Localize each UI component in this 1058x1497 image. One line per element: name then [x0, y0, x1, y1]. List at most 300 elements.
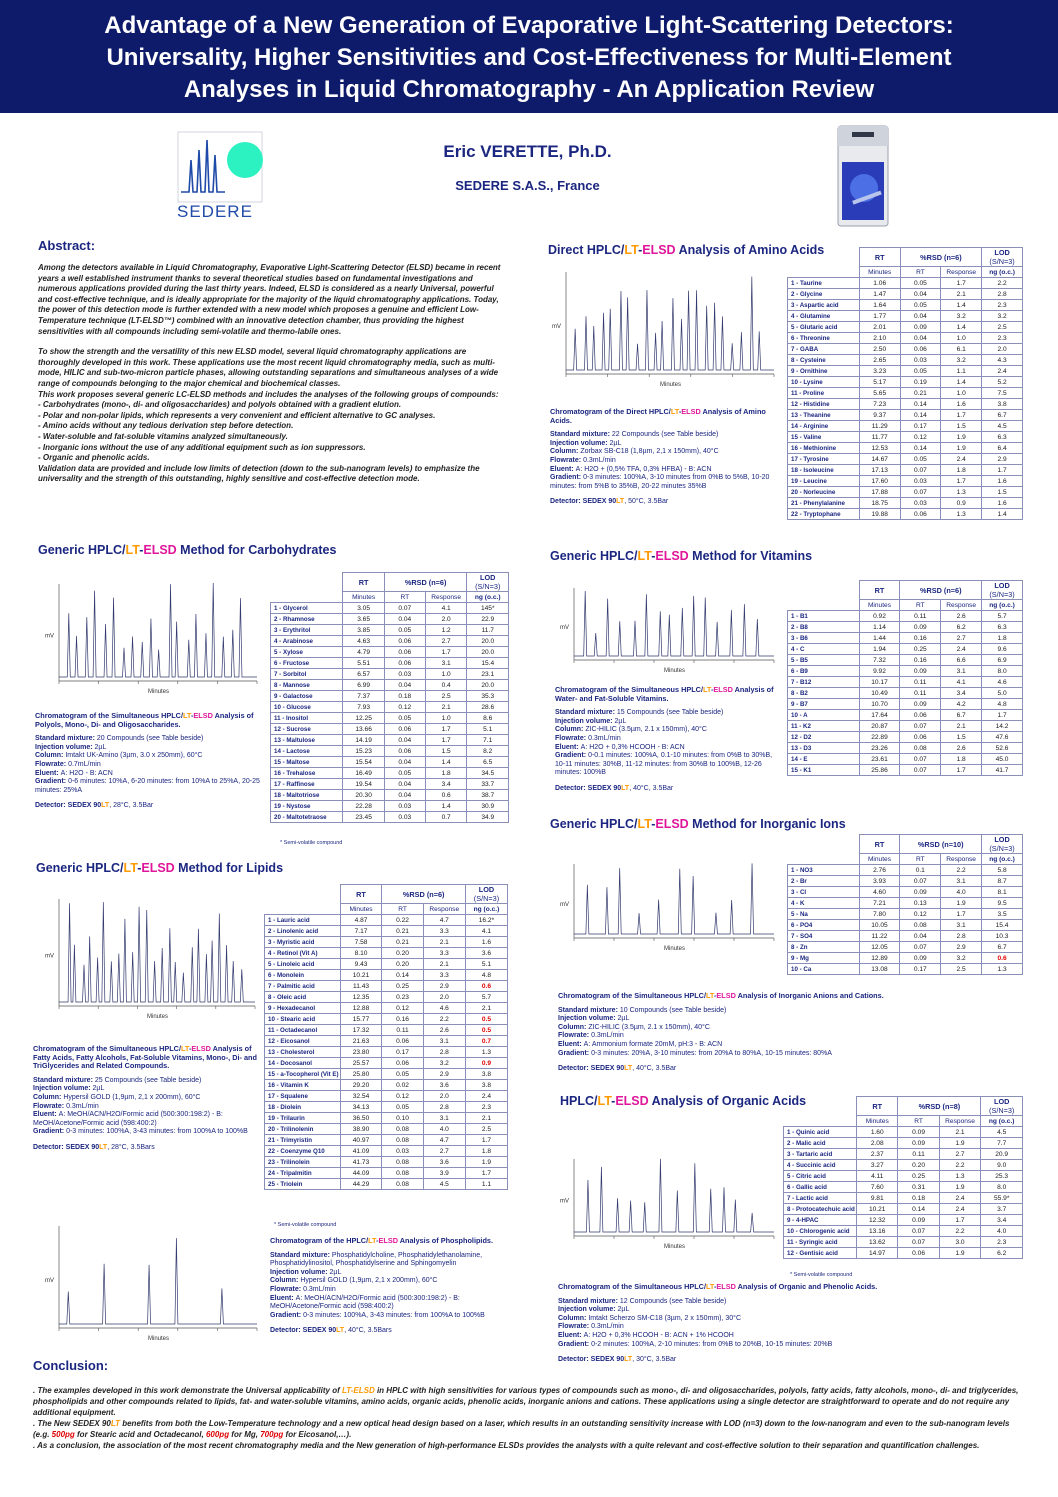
- ions-table: [787, 834, 1023, 975]
- c-p2-e: for Stearic acid and Octadecanol,: [74, 1430, 206, 1439]
- lod-value: 1.6: [982, 498, 1023, 509]
- th-lod: LOD (S/N=3): [982, 248, 1023, 267]
- lod-value: 5.8: [982, 865, 1023, 876]
- rsd-rt-value: 0.20: [382, 948, 423, 959]
- compound-name: 14 - Arginine: [788, 421, 860, 432]
- compound-name: 18 - Maltotriose: [271, 790, 343, 801]
- rt-value: 21.63: [340, 1036, 382, 1047]
- table-row: [788, 454, 1023, 465]
- table-row: [265, 1124, 508, 1135]
- table-row: [271, 746, 509, 757]
- rsd-rt-value: 0.21: [382, 937, 423, 948]
- lod-value: 2.2: [982, 278, 1023, 289]
- rsd-rt-value: 0.03: [384, 669, 425, 680]
- lod-value: 6.2: [981, 1248, 1023, 1259]
- lipids-chromatogram-trace: [59, 902, 255, 1002]
- rsd-response-value: 6.7: [941, 710, 982, 721]
- compound-name: 10 - Chlorogenic acid: [784, 1226, 857, 1237]
- compound-name: 10 - Ca: [788, 964, 860, 975]
- rsd-response-value: 1.7: [941, 909, 982, 920]
- compound-name: 19 - Leucine: [788, 476, 860, 487]
- rt-value: 38.90: [340, 1124, 382, 1135]
- caption-title: Chromatogram of the Simultaneous HPLC/LT-ELSD Analysis of Water- and Fat-Soluble Vitamins.: [555, 685, 774, 703]
- rsd-response-value: 1.9: [941, 432, 982, 443]
- lod-value: 22.9: [467, 614, 509, 625]
- rt-value: 2.37: [856, 1149, 898, 1160]
- rt-value: 7.60: [856, 1182, 898, 1193]
- table-row: [788, 732, 1023, 743]
- table-row: [788, 289, 1023, 300]
- caption-line: Gradient: 0-3 minutes: 100%A, 3-10 minutes from 0%B to 5%B, 10-20 minutes: from 5%B to 35%B, 20-22 minutes 35%B: [550, 474, 770, 490]
- rt-value: 7.32: [859, 655, 900, 666]
- lipids-title: Generic HPLC/LT-ELSD Method for Lipids: [36, 861, 284, 875]
- rsd-response-value: 2.7: [425, 636, 467, 647]
- lod-value: 47.6: [982, 732, 1023, 743]
- th-response: Response: [423, 904, 465, 915]
- lod-value: 4.5: [981, 1127, 1023, 1138]
- rsd-rt-value: 0.09: [900, 622, 941, 633]
- caption-line: Flowrate: 0.3mL/min: [33, 1102, 99, 1110]
- caption-title: Chromatogram of the Simultaneous HPLC/LT-ELSD Analysis of Organic and Phenolic Acids.: [558, 1282, 878, 1291]
- compound-name: 15 - Maltose: [271, 757, 343, 768]
- rt-value: 10.05: [859, 920, 900, 931]
- rsd-response-value: 3.9: [423, 1168, 465, 1179]
- organic-title: HPLC/LT-ELSD Analysis of Organic Acids: [560, 1094, 807, 1108]
- rt-value: 1.77: [859, 311, 900, 322]
- lod-value: 0.9: [465, 1058, 507, 1069]
- table-row: [271, 724, 509, 735]
- compound-name: 9 - Ornithine: [788, 366, 860, 377]
- table-row: [788, 487, 1023, 498]
- caption-line: Injection volume: 2µL: [558, 1306, 630, 1314]
- th-minutes: Minutes: [343, 592, 384, 603]
- rsd-rt-value: 0.18: [384, 691, 425, 702]
- rsd-response-value: 3.1: [423, 1036, 465, 1047]
- lod-value: 1.7: [465, 1168, 507, 1179]
- rsd-response-value: 2.1: [423, 959, 465, 970]
- caption-title: Chromatogram of the Simultaneous HPLC/LT-ELSD Analysis of Inorganic Anions and Cations.: [558, 991, 884, 1000]
- rsd-rt-value: 0.03: [384, 812, 425, 823]
- lod-value: 34.9: [467, 812, 509, 823]
- rsd-rt-value: 0.04: [384, 680, 425, 691]
- c-p2-a: . The New SEDEX 90: [33, 1419, 111, 1428]
- compound-name: 13 - D3: [788, 743, 860, 754]
- rsd-rt-value: 0.13: [900, 898, 941, 909]
- rsd-response-value: 1.7: [425, 647, 467, 658]
- rsd-response-value: 2.2: [941, 865, 982, 876]
- table-row: [784, 1204, 1023, 1215]
- lod-value: 1.4: [982, 509, 1023, 520]
- lod-value: 3.8: [982, 399, 1023, 410]
- compound-name: 19 - Trilaurin: [265, 1113, 341, 1124]
- table-row: [788, 909, 1023, 920]
- th-ng: ng (o.c.): [467, 592, 509, 603]
- lod-value: 3.2: [982, 311, 1023, 322]
- carbs-semi-volatile-note: * Semi-volatile compound: [280, 840, 343, 846]
- rsd-response-value: 2.7: [423, 1146, 465, 1157]
- compound-name: 16 - Vitamin K: [265, 1080, 341, 1091]
- conclusion-body: [33, 1385, 1028, 1451]
- rt-value: 13.08: [859, 964, 900, 975]
- amino-chromatogram-trace: [566, 277, 774, 370]
- abstract-body: [38, 263, 502, 485]
- rsd-response-value: 3.1: [941, 876, 982, 887]
- amino-chromatogram-ylabel: mV: [552, 324, 561, 330]
- compound-name: 9 - Mg: [788, 953, 860, 964]
- lod-value: 20.0: [467, 647, 509, 658]
- th-ng: ng (o.c.): [465, 904, 507, 915]
- rsd-response-value: 1.6: [941, 399, 982, 410]
- rsd-rt-value: 0.11: [900, 611, 941, 622]
- rsd-response-value: 4.0: [423, 1124, 465, 1135]
- table-row: [788, 754, 1023, 765]
- lod-value: 6.3: [982, 432, 1023, 443]
- table-row: [271, 691, 509, 702]
- rt-value: 7.93: [343, 702, 384, 713]
- compound-name: 2 - Glycine: [788, 289, 860, 300]
- rsd-rt-value: 0.04: [384, 757, 425, 768]
- rt-value: 4.87: [340, 915, 382, 926]
- table-row: [784, 1171, 1023, 1182]
- rsd-response-value: 3.2: [423, 1058, 465, 1069]
- caption-line: Eluent: A: Ammonium formate 20mM, pH:3 - B: ACN: [558, 1040, 723, 1048]
- compound-name: 13 - Maltulose: [271, 735, 343, 746]
- rsd-rt-value: 0.04: [900, 289, 941, 300]
- compound-name: 6 - Threonine: [788, 333, 860, 344]
- organic-chromatogram-ylabel: mV: [560, 1198, 569, 1205]
- table-row: [788, 876, 1023, 887]
- th-rt-sub: RT: [900, 267, 941, 278]
- lod-value: 2.4: [982, 366, 1023, 377]
- lipids-chromatogram-2-xlabel: Minutes: [148, 1336, 170, 1342]
- rsd-response-value: 1.4: [941, 322, 982, 333]
- rsd-rt-value: 0.07: [898, 1237, 939, 1248]
- rsd-rt-value: 0.19: [900, 377, 941, 388]
- th-rt-sub: RT: [900, 854, 941, 865]
- c-p2-g: for Mg,: [229, 1430, 261, 1439]
- rsd-rt-value: 0.06: [384, 636, 425, 647]
- rsd-rt-value: 0.06: [382, 1058, 423, 1069]
- lod-value: 4.6: [982, 677, 1023, 688]
- compound-name: 8 - Cysteine: [788, 355, 860, 366]
- rsd-rt-value: 0.05: [900, 366, 941, 377]
- rt-value: 7.17: [340, 926, 382, 937]
- rsd-rt-value: 0.04: [900, 931, 941, 942]
- logo-text: SEDERE: [177, 202, 253, 221]
- compound-name: 14 - E: [788, 754, 860, 765]
- rsd-rt-value: 0.07: [900, 487, 941, 498]
- rsd-response-value: 2.5: [941, 964, 982, 975]
- ions-chromatogram-ylabel: mV: [560, 902, 569, 908]
- rt-value: 3.27: [856, 1160, 898, 1171]
- lod-value: 145*: [467, 603, 509, 614]
- rt-value: 7.58: [340, 937, 382, 948]
- conclusion-p1: [33, 1385, 1028, 1418]
- rt-value: 17.88: [859, 487, 900, 498]
- table-row: [788, 677, 1023, 688]
- c-p1-b: LT-ELSD: [341, 1386, 375, 1395]
- th-response: Response: [939, 1116, 981, 1127]
- rt-value: 6.99: [343, 680, 384, 691]
- abstract-p4: Validation data are provided and include low limits of detection (down to the sub-nanogram levels) to emphasize the universality and the strength of this outstanding, highly sensitive and cost-effective detection mode.: [38, 463, 480, 484]
- rt-value: 44.09: [340, 1168, 382, 1179]
- lod-value: 15.4: [982, 920, 1023, 931]
- compound-name: 8 - Zn: [788, 942, 860, 953]
- vitamins-title: Generic HPLC/LT-ELSD Method for Vitamins: [550, 549, 813, 563]
- th-minutes: Minutes: [859, 267, 900, 278]
- compound-name: 7 - SO4: [788, 931, 860, 942]
- compound-name: 7 - Sorbitol: [271, 669, 343, 680]
- compound-name: 4 - Succinic acid: [784, 1160, 857, 1171]
- table-row: [271, 757, 509, 768]
- caption-line: Flowrate: 0.7mL/min: [35, 760, 101, 768]
- abstract-p2: To show the strength and the versatility of this new ELSD model, several liquid chromatography applications are thoroughly developed in this work. These applications use the most recent liquid chromatography media, such as multi-mode, HILIC and sub-two-micron particle phases, allowing outstanding separations and simultaneous analyses of a wide range of compounds belonging to the major chemical and biochemical classes.: [38, 347, 499, 388]
- rt-value: 41.73: [340, 1157, 382, 1168]
- rt-value: 25.80: [340, 1069, 382, 1080]
- compound-name: 10 - Lysine: [788, 377, 860, 388]
- rsd-rt-value: 0.08: [382, 1179, 423, 1190]
- compound-name: 8 - Mannose: [271, 680, 343, 691]
- compound-name: 16 - Methionine: [788, 443, 860, 454]
- lod-value: 8.2: [467, 746, 509, 757]
- rt-value: 5.17: [859, 377, 900, 388]
- carbs-chromatogram-ylabel: mV: [45, 633, 54, 640]
- rsd-rt-value: 0.09: [900, 666, 941, 677]
- rt-value: 5.65: [859, 388, 900, 399]
- lod-value: 5.0: [982, 688, 1023, 699]
- rsd-response-value: 2.8: [941, 931, 982, 942]
- rsd-rt-value: 0.09: [898, 1127, 939, 1138]
- rsd-response-value: 4.2: [941, 699, 982, 710]
- table-row: [788, 633, 1023, 644]
- amino-caption: [550, 408, 785, 507]
- th-rsd: %RSD (n=8): [898, 1097, 981, 1116]
- rsd-rt-value: 0.11: [900, 688, 941, 699]
- compound-name: 23 - Trilinolein: [265, 1157, 341, 1168]
- compound-name: 11 - Inositol: [271, 713, 343, 724]
- rsd-response-value: 3.0: [939, 1237, 981, 1248]
- rsd-rt-value: 0.06: [384, 746, 425, 757]
- c-p2-b: LT: [110, 1419, 120, 1428]
- lod-value: 30.9: [467, 801, 509, 812]
- rsd-rt-value: 0.03: [900, 355, 941, 366]
- caption-line: Flowrate: 0.3mL/min: [555, 734, 621, 742]
- lod-value: 1.3: [465, 1047, 507, 1058]
- lod-value: 15.4: [467, 658, 509, 669]
- rsd-rt-value: 0.05: [900, 454, 941, 465]
- table-row: [265, 1047, 508, 1058]
- lod-value: 3.6: [465, 948, 507, 959]
- table-row: [265, 1179, 508, 1190]
- lipids-chromatogram-2: [33, 1222, 263, 1342]
- lipids-chromatogram: [33, 895, 261, 1020]
- rsd-rt-value: 0.08: [382, 1157, 423, 1168]
- c-p2-f: 600pg: [205, 1430, 230, 1439]
- rsd-response-value: 2.7: [941, 633, 982, 644]
- table-row: [784, 1248, 1023, 1259]
- rt-value: 2.10: [859, 333, 900, 344]
- compound-name: 14 - Lactose: [271, 746, 343, 757]
- c-p2-h: 700pg: [260, 1430, 284, 1439]
- compound-name: 2 - B8: [788, 622, 860, 633]
- table-row: [271, 735, 509, 746]
- table-row: [788, 964, 1023, 975]
- rt-value: 25.57: [340, 1058, 382, 1069]
- rsd-rt-value: 0.09: [898, 1215, 939, 1226]
- rsd-rt-value: 0.16: [900, 655, 941, 666]
- rsd-response-value: 3.2: [941, 355, 982, 366]
- compound-name: 14 - Docosanol: [265, 1058, 341, 1069]
- vitamins-table: [787, 580, 1023, 776]
- compound-name: 12 - D2: [788, 732, 860, 743]
- table-row: [788, 710, 1023, 721]
- conclusion-p3: . As a conclusion, the association of the most recent chromatography media and the New generation of high-performance ELSDs provides the analysts with a quite relevant and cost-effective solution to their separation and quantification challenges.: [33, 1441, 980, 1450]
- rsd-rt-value: 0.06: [900, 732, 941, 743]
- compound-name: 7 - Palmitic acid: [265, 981, 341, 992]
- carbs-chromatogram-xlabel: Minutes: [148, 689, 170, 695]
- th-rt-sub: RT: [382, 904, 423, 915]
- compound-name: 13 - Theanine: [788, 410, 860, 421]
- caption-line: Injection volume: 2µL: [270, 1268, 342, 1276]
- caption-line: Standard mixture: 12 Compounds (see Table beside): [558, 1297, 727, 1305]
- rsd-response-value: 2.9: [423, 1069, 465, 1080]
- lod-value: 0.6: [465, 981, 507, 992]
- rsd-response-value: 3.6: [423, 1080, 465, 1091]
- compound-name: 2 - Br: [788, 876, 860, 887]
- compound-name: 18 - Isoleucine: [788, 465, 860, 476]
- rsd-response-value: 4.1: [941, 677, 982, 688]
- compound-name: 1 - Lauric acid: [265, 915, 341, 926]
- caption-detector: Detector: SEDEX 90LT, 40°C, 3.5Bars: [270, 1327, 392, 1335]
- table-row: [784, 1149, 1023, 1160]
- rt-value: 13.62: [856, 1237, 898, 1248]
- rsd-response-value: 3.2: [941, 311, 982, 322]
- rsd-response-value: 1.8: [941, 754, 982, 765]
- rsd-rt-value: 0.03: [900, 498, 941, 509]
- ions-title: Generic HPLC/LT-ELSD Method for Inorganic Ions: [550, 817, 846, 831]
- compound-name: 6 - Fructose: [271, 658, 343, 669]
- lod-value: 1.6: [465, 937, 507, 948]
- table-row: [788, 666, 1023, 677]
- organic-caption: [558, 1283, 938, 1365]
- lod-value: 1.6: [982, 476, 1023, 487]
- rsd-response-value: 2.2: [423, 1014, 465, 1025]
- caption-detector: Detector: SEDEX 90LT, 28°C, 3.5Bars: [33, 1143, 155, 1151]
- compound-name: 1 - Quinic acid: [784, 1127, 857, 1138]
- rt-value: 16.49: [343, 768, 384, 779]
- rsd-response-value: 4.0: [941, 887, 982, 898]
- lod-value: 6.7: [982, 410, 1023, 421]
- vitamins-chromatogram-ylabel: mV: [560, 625, 569, 631]
- lod-value: 1.3: [982, 964, 1023, 975]
- rsd-response-value: 4.7: [423, 1135, 465, 1146]
- compound-name: 19 - Nystose: [271, 801, 343, 812]
- table-row: [784, 1226, 1023, 1237]
- rsd-rt-value: 0.05: [382, 1102, 423, 1113]
- abstract-bullet-1: - Carbohydrates (mono-, di- and oligosaccharides) and polyols obtained with a gradient elution.: [38, 400, 402, 410]
- rsd-rt-value: 0.1: [900, 865, 941, 876]
- ions-chromatogram-xlabel: Minutes: [664, 946, 686, 952]
- caption-line: Standard mixture: 20 Compounds (see Table beside): [35, 735, 204, 743]
- rt-value: 9.37: [859, 410, 900, 421]
- lod-value: 38.7: [467, 790, 509, 801]
- rt-value: 23.61: [859, 754, 900, 765]
- rsd-rt-value: 0.03: [382, 1146, 423, 1157]
- table-row: [788, 421, 1023, 432]
- rt-value: 36.50: [340, 1113, 382, 1124]
- table-row: [784, 1160, 1023, 1171]
- rt-value: 1.47: [859, 289, 900, 300]
- th-rt-sub: RT: [384, 592, 425, 603]
- rsd-response-value: 3.1: [425, 658, 467, 669]
- rsd-rt-value: 0.12: [384, 702, 425, 713]
- rsd-response-value: 1.4: [941, 377, 982, 388]
- th-rsd: %RSD (n=6): [900, 248, 982, 267]
- th-rt: RT: [340, 885, 382, 904]
- table-row: [784, 1215, 1023, 1226]
- compound-name: 5 - Na: [788, 909, 860, 920]
- rsd-rt-value: 0.07: [900, 876, 941, 887]
- table-row: [271, 680, 509, 691]
- caption-line: Eluent: A: H2O + 0,3% HCOOH - B: ACN: [555, 743, 685, 751]
- conclusion-p2: [33, 1418, 1028, 1440]
- rt-value: 10.49: [859, 688, 900, 699]
- lod-value: 34.5: [467, 768, 509, 779]
- rt-value: 2.76: [859, 865, 900, 876]
- rsd-response-value: 3.4: [941, 688, 982, 699]
- lod-value: 2.3: [981, 1237, 1023, 1248]
- compound-name: 25 - Triolein: [265, 1179, 341, 1190]
- rsd-rt-value: 0.02: [382, 1080, 423, 1091]
- table-row: [788, 399, 1023, 410]
- rsd-rt-value: 0.05: [382, 1069, 423, 1080]
- rsd-response-value: 3.1: [941, 920, 982, 931]
- rsd-response-value: 6.1: [941, 344, 982, 355]
- caption-line: Injection volume: 2µL: [33, 1085, 105, 1093]
- th-response: Response: [425, 592, 467, 603]
- rsd-response-value: 1.9: [939, 1138, 981, 1149]
- table-row: [265, 937, 508, 948]
- lod-value: 4.1: [465, 926, 507, 937]
- c-p1-c: in HPLC with high sensitivities for various types of compounds such as mono-, di- and oligosaccharides, polyols, fatty acids, fatty alcohols, mono-, di- and triglycerides, phospholipids and other compounds related to lipids, fat- and water-soluble vitamins, amino acids, organic acids, phenolic acids, inorganic anions and cations. These applications using a single detector are straightforward to operate and do not require any additional equipment.: [33, 1386, 1019, 1417]
- table-row: [788, 322, 1023, 333]
- compound-name: 1 - Taurine: [788, 278, 860, 289]
- rt-value: 12.05: [859, 942, 900, 953]
- table-row: [265, 1058, 508, 1069]
- lod-value: 3.7: [981, 1204, 1023, 1215]
- compound-name: 9 - Hexadecanol: [265, 1003, 341, 1014]
- caption-line: Flowrate: 0.3mL/min: [558, 1032, 624, 1040]
- compound-name: 3 - B6: [788, 633, 860, 644]
- rt-value: 25.86: [859, 765, 900, 776]
- rsd-rt-value: 0.14: [382, 970, 423, 981]
- rsd-rt-value: 0.06: [384, 724, 425, 735]
- rsd-response-value: 1.0: [425, 713, 467, 724]
- affiliation: SEDERE S.A.S., France: [455, 178, 600, 193]
- table-row: [265, 948, 508, 959]
- compound-name: 4 - K: [788, 898, 860, 909]
- rsd-response-value: 3.2: [941, 953, 982, 964]
- th-lod: LOD (S/N=3): [982, 835, 1023, 854]
- amino-chromatogram: [540, 268, 780, 388]
- lod-value: 3.4: [981, 1215, 1023, 1226]
- table-row: [265, 1036, 508, 1047]
- compound-name: 2 - Linolenic acid: [265, 926, 341, 937]
- rsd-rt-value: 0.04: [384, 790, 425, 801]
- table-row: [788, 443, 1023, 454]
- table-row: [271, 779, 509, 790]
- lod-value: 35.3: [467, 691, 509, 702]
